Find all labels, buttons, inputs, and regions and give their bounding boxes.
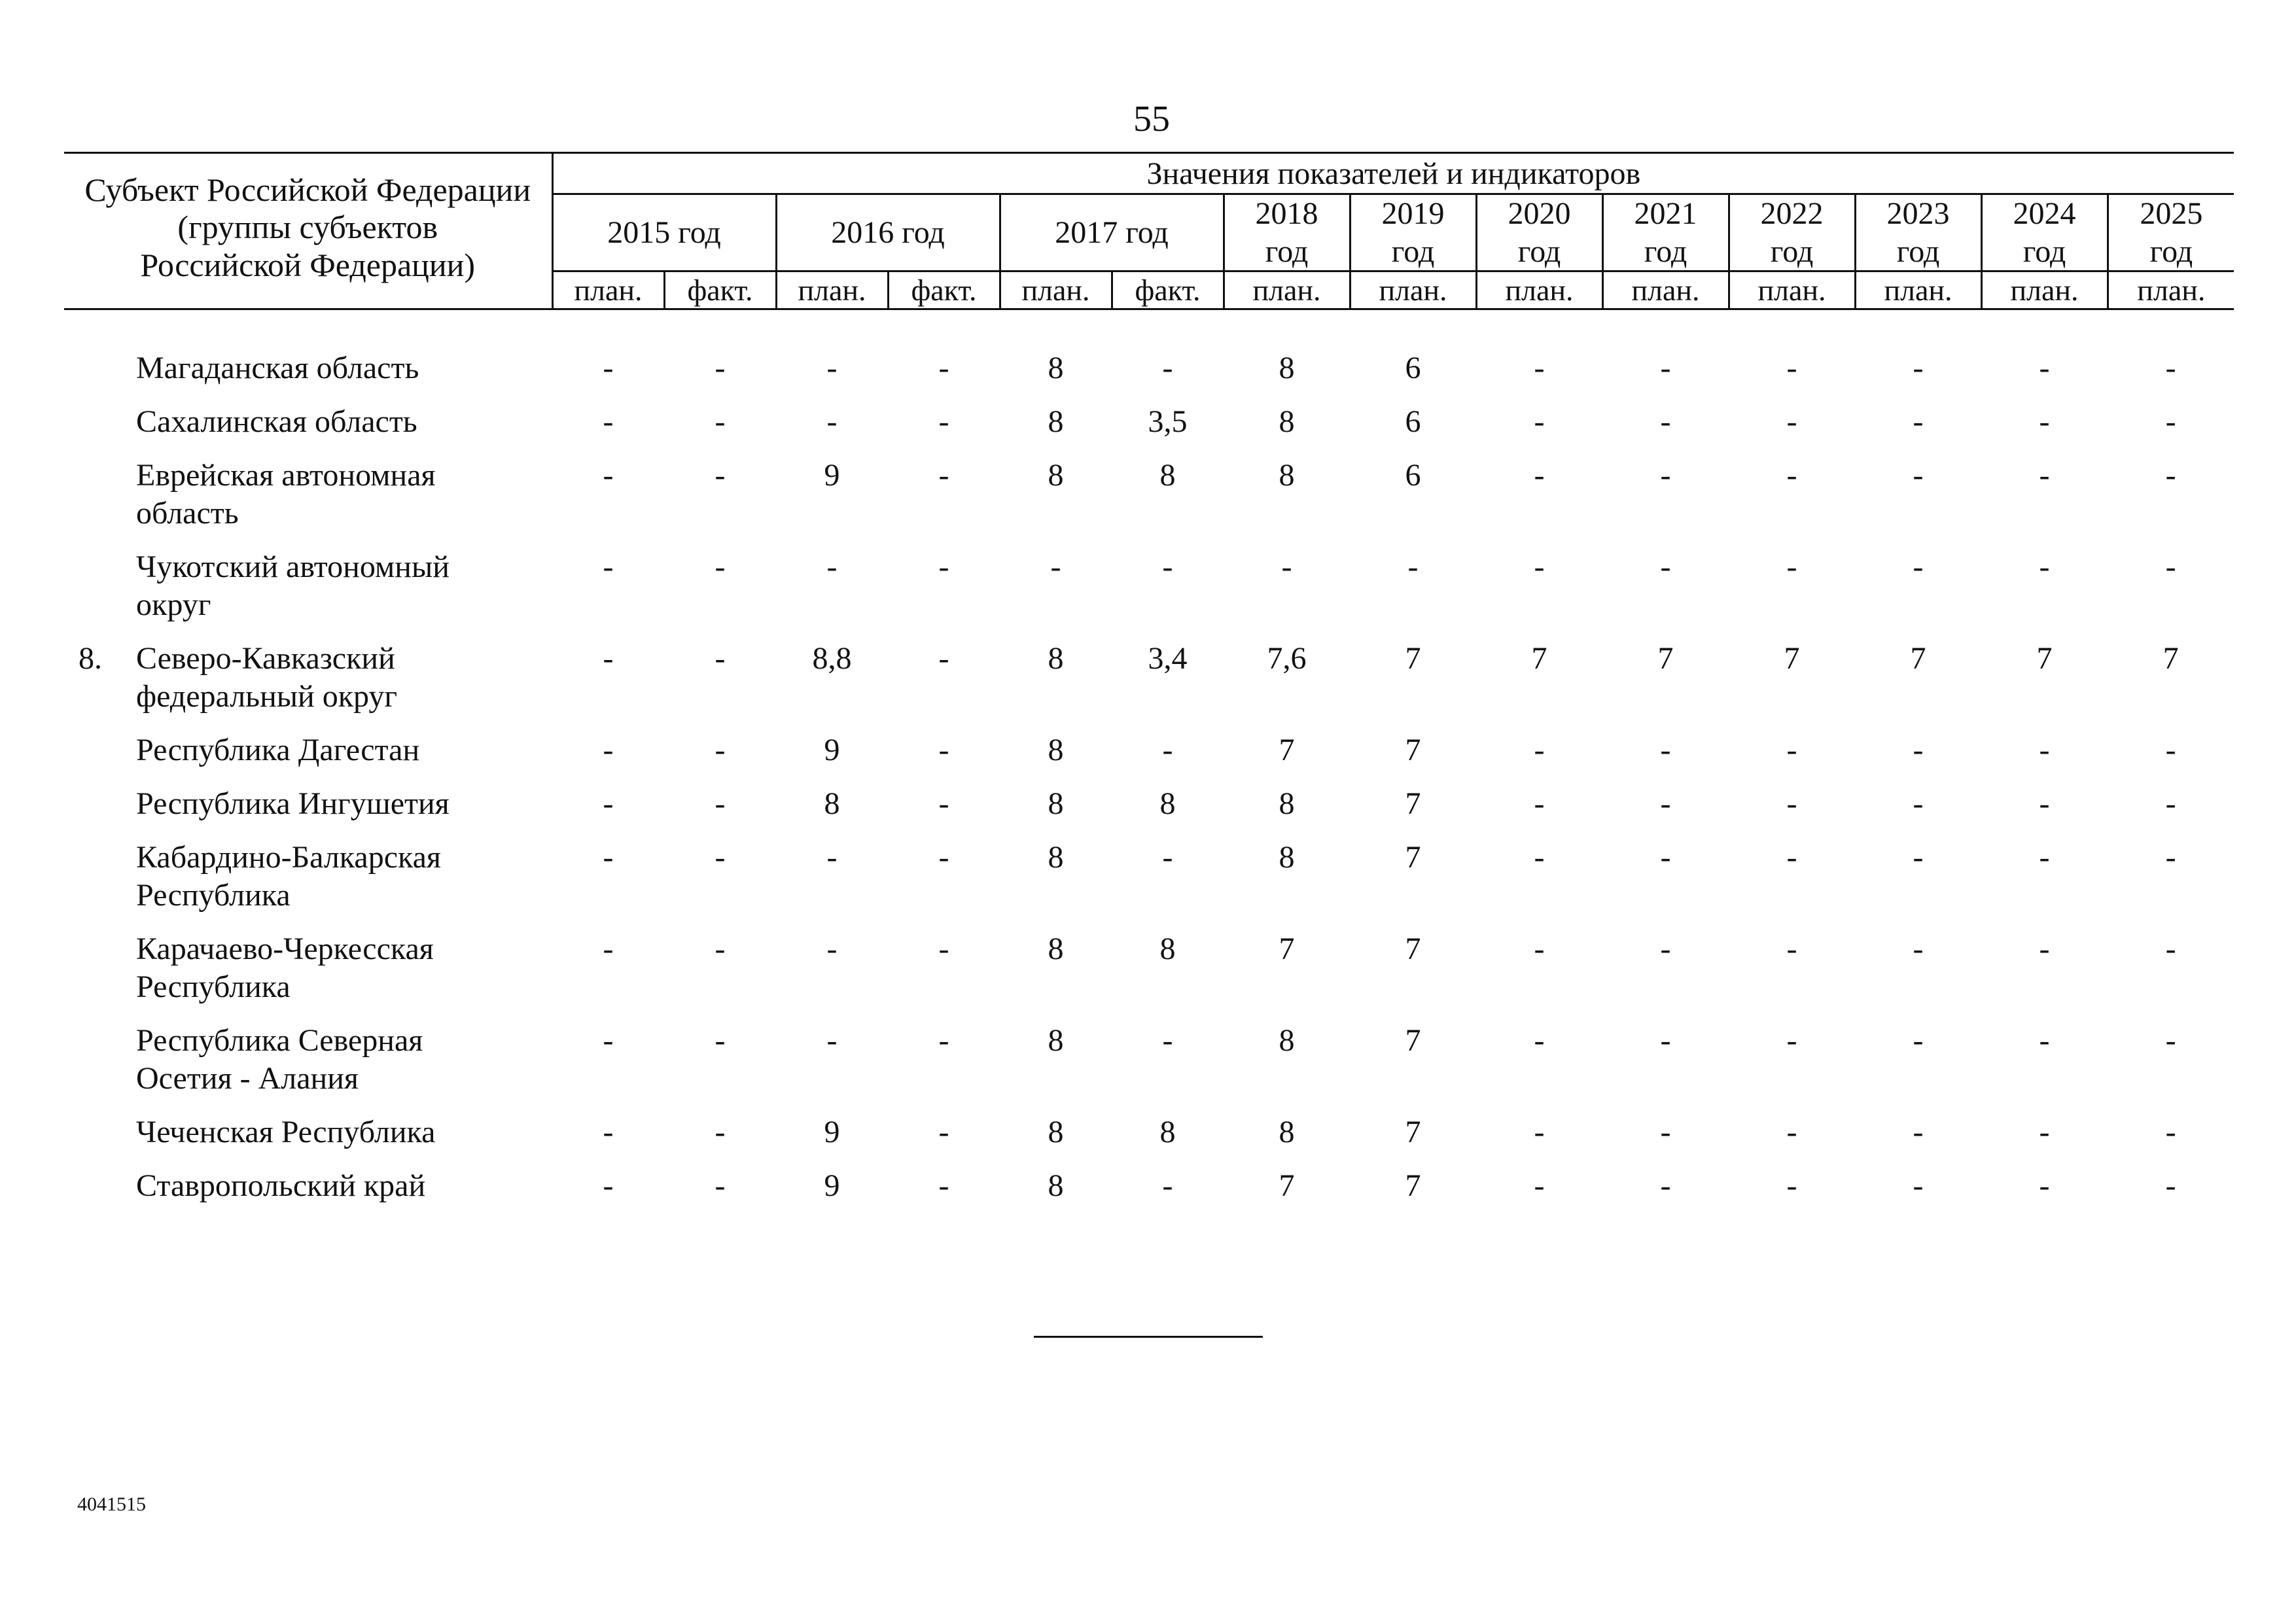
value-cell: - (2039, 840, 2050, 875)
value-cell: - (1786, 840, 1797, 875)
subject-header-line: Субъект Российской Федерации (84, 171, 531, 208)
table-row (64, 1113, 2234, 1167)
plan-fact-header: план. (1476, 271, 1602, 309)
value-cell: - (938, 351, 949, 386)
table-row (64, 548, 2234, 640)
value-cell: - (2165, 932, 2176, 967)
year-header (1981, 194, 2108, 271)
value-cell: 6 (1405, 458, 1421, 493)
year-header (1476, 194, 1602, 271)
value-cell: - (938, 786, 949, 822)
year-header: 2017 год (1000, 194, 1224, 271)
value-cell: - (1913, 840, 1924, 875)
subject-name-line: Еврейская автономная (136, 458, 436, 493)
value-cell: 7 (1784, 641, 1800, 676)
subject-column-header (64, 153, 552, 309)
value-cell: - (826, 550, 838, 585)
year-header: 2015 год (552, 194, 776, 271)
value-cell: - (603, 840, 614, 875)
subject-name-cell (64, 457, 552, 548)
value-cell: - (2165, 1023, 2176, 1058)
table-body (64, 309, 2234, 1221)
subject-name-line: область (136, 496, 239, 531)
year-header-line: год (2149, 234, 2193, 269)
value-cell: 8 (1048, 733, 1064, 768)
year-header (1855, 194, 1981, 271)
year-header (2108, 194, 2234, 271)
value-cell: - (826, 840, 838, 875)
value-cell: - (603, 351, 614, 386)
value-cell: - (1660, 404, 1671, 440)
value-cell: - (1913, 351, 1924, 386)
row-number: 8. (79, 641, 102, 676)
value-cell: - (1660, 1168, 1671, 1204)
plan-fact-header: план. (1000, 271, 1112, 309)
value-cell: - (1913, 458, 1924, 493)
value-cell: - (1660, 458, 1671, 493)
indicators-table-wrap (64, 152, 2233, 1221)
subject-name-cell (64, 785, 552, 839)
subject-name-line: Республика (136, 969, 291, 1005)
value-cell: 8 (1279, 786, 1295, 822)
year-header-line: 2024 (2013, 196, 2076, 231)
value-cell: - (1913, 932, 1924, 967)
year-header (1729, 194, 1855, 271)
value-cell: - (1913, 1115, 1924, 1150)
table-row (64, 349, 2234, 403)
value-cell: - (1162, 1023, 1173, 1058)
value-cell: - (1913, 786, 1924, 822)
subject-name-line: Чеченская Республика (136, 1115, 436, 1150)
value-cell: - (1534, 733, 1545, 768)
value-cell: 7,6 (1267, 641, 1307, 676)
value-cell: - (1660, 786, 1671, 822)
value-cell: - (2165, 351, 2176, 386)
value-cell: 8 (1048, 1023, 1064, 1058)
value-cell: - (826, 404, 838, 440)
value-cell: 8 (1048, 351, 1064, 386)
plan-fact-header: план. (1224, 271, 1350, 309)
value-cell: - (938, 641, 949, 676)
page-number: 55 (1133, 99, 1170, 139)
value-cell: 7 (1405, 840, 1421, 875)
value-cell: 8 (1159, 932, 1176, 967)
value-cell: - (2039, 550, 2050, 585)
value-cell: - (2165, 1168, 2176, 1204)
value-cell: - (603, 404, 614, 440)
value-cell: 8 (1048, 1168, 1064, 1204)
value-cell: - (1534, 786, 1545, 822)
value-cell: - (2039, 1023, 2050, 1058)
value-cell: - (2165, 733, 2176, 768)
value-cell: - (1660, 733, 1671, 768)
plan-fact-header: план. (776, 271, 888, 309)
value-cell: 7 (1279, 1168, 1295, 1204)
value-cell: 8 (1159, 458, 1176, 493)
value-cell: - (715, 351, 726, 386)
year-header-line: 2019 (1381, 196, 1445, 231)
value-cell: - (1050, 550, 1061, 585)
value-cell: 6 (1405, 404, 1421, 440)
value-cell: 8 (1048, 932, 1064, 967)
value-cell: - (1786, 733, 1797, 768)
value-cell: 8 (1048, 641, 1064, 676)
subject-name-cell (64, 1113, 552, 1167)
value-cell: - (1162, 733, 1173, 768)
value-cell: - (715, 550, 726, 585)
value-cell: - (2039, 351, 2050, 386)
value-cell: 7 (1910, 641, 1926, 676)
year-header-line: 2023 (1886, 196, 1950, 231)
subject-name-cell (64, 403, 552, 457)
value-cell: 8 (1048, 458, 1064, 493)
subject-name-line: Республика (136, 878, 291, 913)
value-cell: 8 (1048, 840, 1064, 875)
subject-name-line: Республика Дагестан (136, 733, 420, 768)
value-cell: - (2165, 458, 2176, 493)
value-cell: - (1162, 550, 1173, 585)
value-cell: - (1162, 1168, 1173, 1204)
value-cell: - (1786, 1115, 1797, 1150)
plan-fact-header: факт. (888, 271, 1000, 309)
year-header: 2016 год (776, 194, 1000, 271)
value-cell: 8 (1048, 1115, 1064, 1150)
value-cell: - (715, 458, 726, 493)
value-cell: 7 (1405, 1168, 1421, 1204)
value-cell: - (2039, 404, 2050, 440)
end-of-section-rule (1034, 1336, 1263, 1338)
year-header-line: год (1644, 234, 1687, 269)
indicator-values-group-header: Значения показателей и индикаторов (552, 153, 2234, 194)
value-cell: 7 (1279, 733, 1295, 768)
value-cell: - (2165, 1115, 2176, 1150)
subject-name-cell (64, 731, 552, 785)
value-cell: - (938, 1168, 949, 1204)
subject-header-line: Российской Федерации) (140, 246, 476, 283)
value-cell: - (2165, 840, 2176, 875)
year-header-line: год (2022, 234, 2066, 269)
value-cell: 7 (1405, 1023, 1421, 1058)
value-cell: 8,8 (812, 641, 852, 676)
plan-fact-header: план. (1981, 271, 2108, 309)
value-cell: 3,4 (1148, 641, 1188, 676)
value-cell: 8 (1279, 840, 1295, 875)
plan-fact-header: план. (1729, 271, 1855, 309)
value-cell: - (1660, 1023, 1671, 1058)
value-cell: - (715, 1168, 726, 1204)
value-cell: - (2039, 1115, 2050, 1150)
value-cell: - (1786, 1168, 1797, 1204)
year-header-line: год (1517, 234, 1561, 269)
subject-name-line: Карачаево-Черкесская (136, 932, 434, 967)
year-header-line: год (1265, 234, 1309, 269)
value-cell: - (603, 641, 614, 676)
value-cell: - (603, 1023, 614, 1058)
subject-name-cell (64, 640, 552, 731)
subject-name-cell (64, 1167, 552, 1221)
subject-name-line: Сахалинская область (136, 404, 417, 440)
value-cell: - (1534, 458, 1545, 493)
subject-name-cell (64, 930, 552, 1022)
value-cell: - (1786, 1023, 1797, 1058)
subject-name-line: Республика Северная (136, 1023, 423, 1058)
plan-fact-header: план. (1855, 271, 1981, 309)
value-cell: - (1407, 550, 1419, 585)
value-cell: - (603, 786, 614, 822)
value-cell: - (2039, 733, 2050, 768)
header-spacer (64, 309, 2234, 350)
value-cell: 7 (1405, 641, 1421, 676)
value-cell: - (1534, 404, 1545, 440)
value-cell: - (603, 1115, 614, 1150)
value-cell: - (2039, 458, 2050, 493)
value-cell: - (1913, 733, 1924, 768)
value-cell: - (2039, 1168, 2050, 1204)
value-cell: - (1913, 550, 1924, 585)
value-cell: 7 (1405, 733, 1421, 768)
value-cell: 7 (2163, 641, 2179, 676)
year-header-line: 2022 (1760, 196, 1824, 231)
value-cell: - (826, 351, 838, 386)
value-cell: - (1660, 351, 1671, 386)
year-header (1602, 194, 1729, 271)
value-cell: - (938, 550, 949, 585)
subject-name-cell (64, 548, 552, 640)
value-cell: 9 (824, 733, 840, 768)
subject-name-cell (64, 839, 552, 930)
value-cell: 9 (824, 458, 840, 493)
subject-name-line: Магаданская область (136, 351, 419, 386)
subject-name-line: Чукотский автономный (136, 550, 450, 585)
value-cell: - (826, 1023, 838, 1058)
value-cell: - (1786, 550, 1797, 585)
value-cell: - (2039, 932, 2050, 967)
value-cell: 8 (1279, 1115, 1295, 1150)
subject-header-line: (группы субъектов (177, 209, 438, 246)
table-row (64, 930, 2234, 1022)
table-row (64, 1167, 2234, 1221)
value-cell: - (715, 1115, 726, 1150)
subject-name-cell (64, 349, 552, 403)
year-header (1224, 194, 1350, 271)
table-header (64, 153, 2234, 309)
value-cell: 9 (824, 1168, 840, 1204)
table-row (64, 731, 2234, 785)
value-cell: 8 (1279, 351, 1295, 386)
value-cell: 7 (1405, 786, 1421, 822)
value-cell: - (603, 932, 614, 967)
subject-name-line: Ставропольский край (136, 1168, 426, 1204)
value-cell: - (826, 932, 838, 967)
value-cell: - (715, 404, 726, 440)
value-cell: - (603, 458, 614, 493)
plan-fact-header: план. (2108, 271, 2234, 309)
plan-fact-header: план. (552, 271, 664, 309)
value-cell: - (1660, 932, 1671, 967)
value-cell: 7 (1405, 1115, 1421, 1150)
value-cell: - (1534, 351, 1545, 386)
value-cell: 8 (1159, 1115, 1176, 1150)
value-cell: - (1534, 932, 1545, 967)
value-cell: 7 (1657, 641, 1674, 676)
value-cell: - (1162, 840, 1173, 875)
value-cell: - (2165, 404, 2176, 440)
value-cell: - (938, 458, 949, 493)
value-cell: - (1162, 351, 1173, 386)
value-cell: 8 (1048, 786, 1064, 822)
value-cell: - (715, 932, 726, 967)
plan-fact-header: факт. (664, 271, 776, 309)
value-cell: - (1913, 1168, 1924, 1204)
value-cell: 7 (1279, 932, 1295, 967)
value-cell: - (1534, 840, 1545, 875)
value-cell: - (1281, 550, 1292, 585)
year-header-line: год (1896, 234, 1940, 269)
year-header-line: 2021 (1634, 196, 1697, 231)
value-cell: - (938, 733, 949, 768)
value-cell: - (938, 1115, 949, 1150)
indicators-table (64, 152, 2234, 1221)
table-row (64, 403, 2234, 457)
year-header-line: 2020 (1508, 196, 1571, 231)
value-cell: - (938, 404, 949, 440)
value-cell: - (938, 1023, 949, 1058)
table-row (64, 457, 2234, 548)
value-cell: - (715, 786, 726, 822)
subject-name-line: федеральный округ (136, 679, 398, 714)
year-header-line: 2018 (1255, 196, 1318, 231)
plan-fact-header: план. (1602, 271, 1729, 309)
value-cell: 7 (1405, 932, 1421, 967)
value-cell: 6 (1405, 351, 1421, 386)
year-header (1350, 194, 1476, 271)
plan-fact-header: факт. (1112, 271, 1224, 309)
value-cell: 8 (1279, 1023, 1295, 1058)
subject-name-line: округ (136, 587, 211, 623)
value-cell: 7 (1531, 641, 1547, 676)
value-cell: 7 (2036, 641, 2053, 676)
value-cell: - (1913, 1023, 1924, 1058)
value-cell: 8 (1279, 458, 1295, 493)
table-row (64, 839, 2234, 930)
value-cell: - (715, 641, 726, 676)
year-header-line: 2025 (2140, 196, 2203, 231)
year-header-line: год (1391, 234, 1435, 269)
table-row (64, 1022, 2234, 1113)
value-cell: - (1660, 1115, 1671, 1150)
value-cell: - (1534, 1023, 1545, 1058)
value-cell: - (1786, 404, 1797, 440)
value-cell: - (715, 840, 726, 875)
value-cell: - (603, 1168, 614, 1204)
value-cell: - (1786, 932, 1797, 967)
value-cell: - (715, 1023, 726, 1058)
value-cell: 8 (1159, 786, 1176, 822)
year-header-line: год (1770, 234, 1814, 269)
subject-name-cell (64, 1022, 552, 1113)
value-cell: - (2165, 786, 2176, 822)
value-cell: - (1534, 1115, 1545, 1150)
subject-name-line: Кабардино-Балкарская (136, 840, 441, 875)
value-cell: - (1786, 786, 1797, 822)
document-code: 4041515 (77, 1493, 146, 1515)
value-cell: 8 (1048, 404, 1064, 440)
value-cell: - (938, 840, 949, 875)
table-row (64, 785, 2234, 839)
value-cell: - (1786, 351, 1797, 386)
value-cell: - (1913, 404, 1924, 440)
plan-fact-header: план. (1350, 271, 1476, 309)
value-cell: 3,5 (1148, 404, 1188, 440)
value-cell: - (603, 733, 614, 768)
value-cell: - (1534, 1168, 1545, 1204)
value-cell: 8 (824, 786, 840, 822)
subject-name-line: Северо-Кавказский (136, 641, 395, 676)
value-cell: - (603, 550, 614, 585)
value-cell: - (2039, 786, 2050, 822)
value-cell: - (938, 932, 949, 967)
value-cell: - (1660, 840, 1671, 875)
value-cell: 8 (1279, 404, 1295, 440)
value-cell: - (1786, 458, 1797, 493)
subject-name-line: Республика Ингушетия (136, 786, 450, 822)
value-cell: - (2165, 550, 2176, 585)
value-cell: - (1534, 550, 1545, 585)
value-cell: 9 (824, 1115, 840, 1150)
table-row (64, 640, 2234, 731)
subject-name-line: Осетия - Алания (136, 1061, 359, 1096)
value-cell: - (1660, 550, 1671, 585)
value-cell: - (715, 733, 726, 768)
